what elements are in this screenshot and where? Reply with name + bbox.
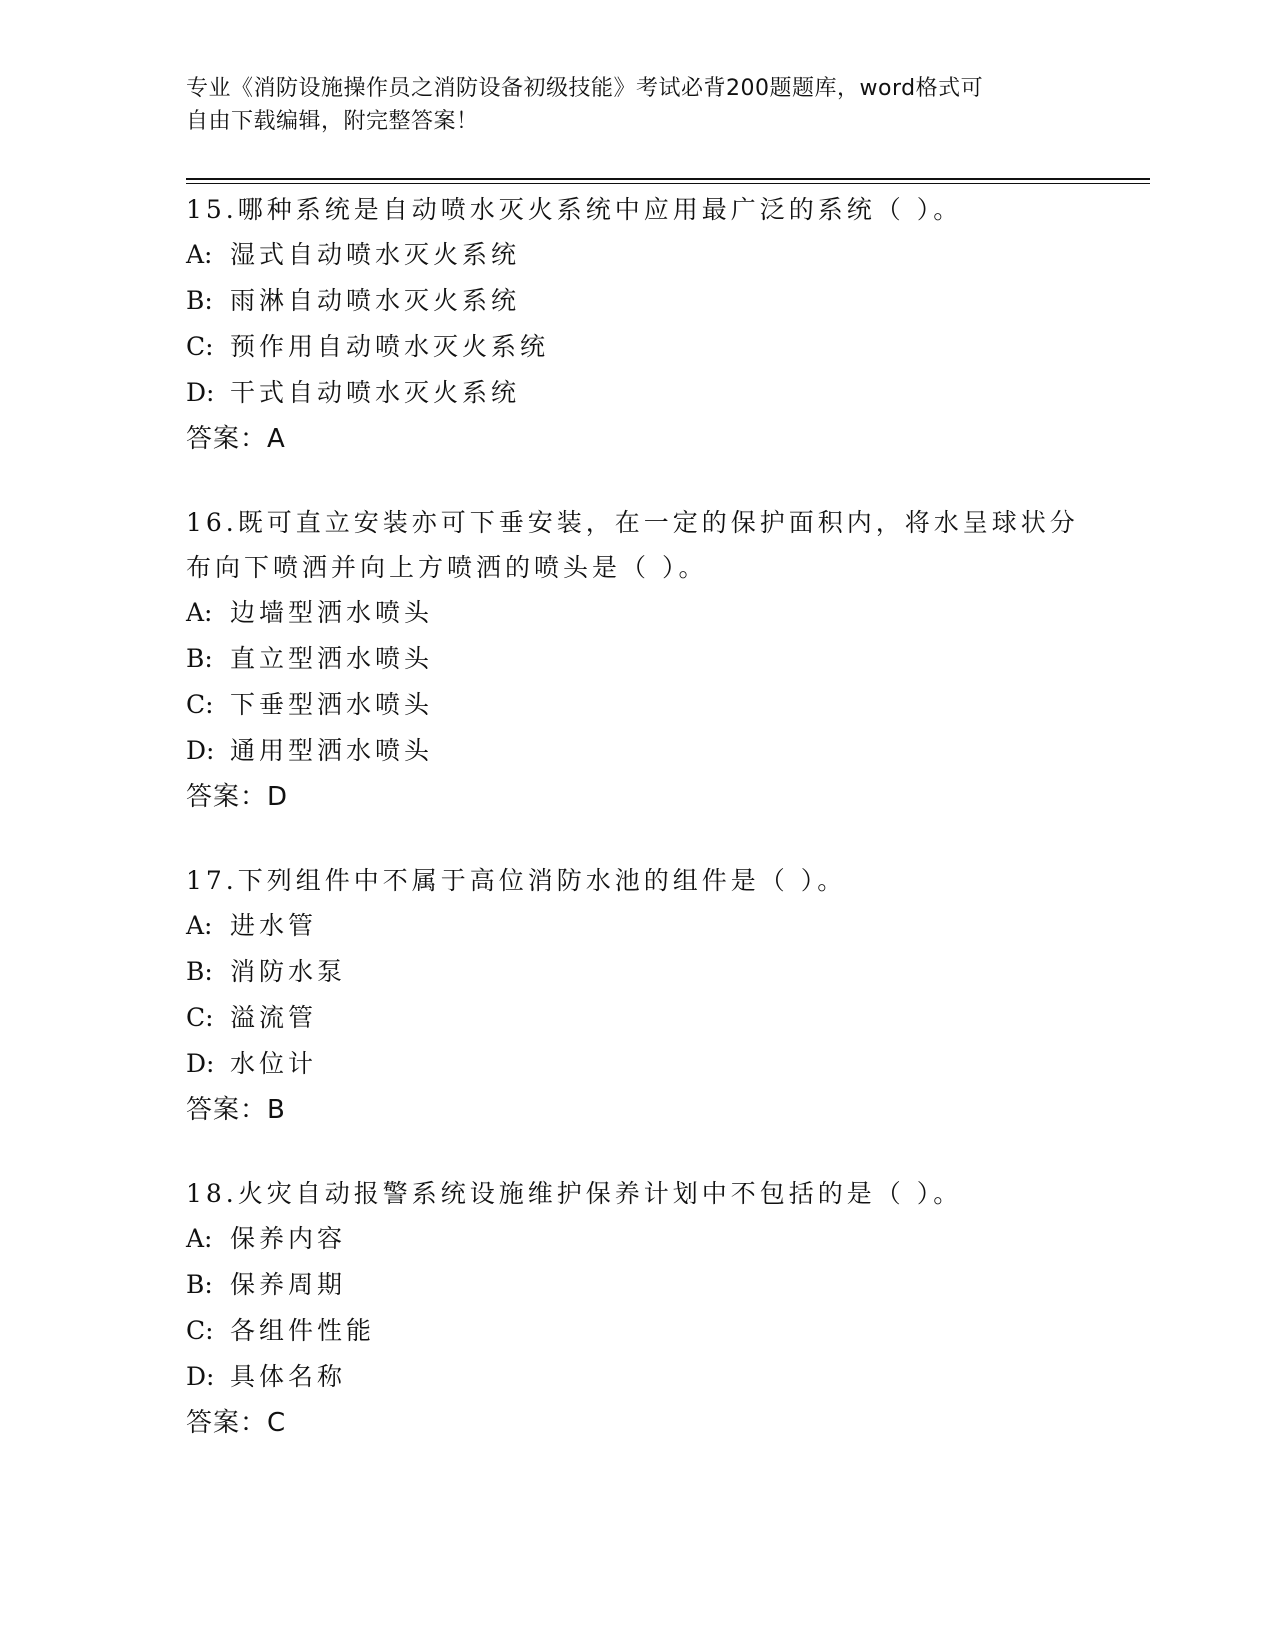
option-key: A: xyxy=(186,911,213,940)
option-a xyxy=(186,232,1086,278)
option-a xyxy=(186,1216,1086,1262)
answer-line: 答案：B xyxy=(186,1095,286,1125)
option-text: 水位计 xyxy=(230,1049,318,1078)
option-key: D: xyxy=(186,378,215,407)
option-text: 各组件性能 xyxy=(230,1316,376,1345)
question-15 xyxy=(186,187,1086,462)
answer-line: 答案：A xyxy=(186,424,286,454)
option-text: 消防水泵 xyxy=(230,957,347,986)
option-key: C: xyxy=(186,1003,214,1032)
option-key: A: xyxy=(186,598,213,627)
option-text: 下垂型洒水喷头 xyxy=(230,690,434,719)
question-stem: 17.下列组件中不属于高位消防水池的组件是（ ）。 xyxy=(186,866,847,895)
option-key: B: xyxy=(186,286,213,315)
question-18 xyxy=(186,1171,1086,1446)
option-key: D: xyxy=(186,1049,215,1078)
document-header xyxy=(186,72,1086,138)
option-text: 湿式自动喷水灭火系统 xyxy=(230,240,521,269)
header-line-2: 自由下载编辑，附完整答案！ xyxy=(186,109,479,134)
question-16 xyxy=(186,500,1086,820)
option-key: B: xyxy=(186,957,213,986)
option-d xyxy=(186,728,1086,774)
option-b xyxy=(186,636,1086,682)
option-text: 溢流管 xyxy=(230,1003,318,1032)
option-c xyxy=(186,324,1086,370)
option-key: C: xyxy=(186,332,214,361)
option-text: 预作用自动喷水灭火系统 xyxy=(230,332,550,361)
option-key: D: xyxy=(186,736,215,765)
option-key: C: xyxy=(186,1316,214,1345)
option-key: A: xyxy=(186,240,213,269)
option-d xyxy=(186,1354,1086,1400)
option-c xyxy=(186,682,1086,728)
option-b xyxy=(186,1262,1086,1308)
question-list xyxy=(186,187,1086,1484)
option-text: 具体名称 xyxy=(230,1362,347,1391)
option-text: 直立型洒水喷头 xyxy=(230,644,434,673)
answer-line: 答案：D xyxy=(186,782,289,812)
header-divider-thick xyxy=(186,178,1150,180)
option-text: 保养周期 xyxy=(230,1270,347,1299)
option-b xyxy=(186,278,1086,324)
option-d xyxy=(186,370,1086,416)
option-text: 边墙型洒水喷头 xyxy=(230,598,434,627)
option-text: 雨淋自动喷水灭火系统 xyxy=(230,286,521,315)
option-key: D: xyxy=(186,1362,215,1391)
option-d xyxy=(186,1041,1086,1087)
option-key: C: xyxy=(186,690,214,719)
option-a xyxy=(186,590,1086,636)
header-line-1: 专业《消防设施操作员之消防设备初级技能》考试必背200题题库，word格式可 xyxy=(186,76,984,101)
option-b xyxy=(186,949,1086,995)
option-c xyxy=(186,1308,1086,1354)
option-key: B: xyxy=(186,1270,213,1299)
option-c xyxy=(186,995,1086,1041)
option-key: A: xyxy=(186,1224,213,1253)
header-divider-thin xyxy=(186,183,1150,184)
option-text: 干式自动喷水灭火系统 xyxy=(230,378,521,407)
option-text: 保养内容 xyxy=(230,1224,347,1253)
question-stem: 16.既可直立安装亦可下垂安装，在一定的保护面积内，将水呈球状分布向下喷洒并向上方喷洒的喷头是（ ）。 xyxy=(186,508,1079,582)
question-stem: 18.火灾自动报警系统设施维护保养计划中不包括的是（ ）。 xyxy=(186,1179,963,1208)
option-text: 通用型洒水喷头 xyxy=(230,736,434,765)
option-key: B: xyxy=(186,644,213,673)
question-stem: 15.哪种系统是自动喷水灭火系统中应用最广泛的系统（ ）。 xyxy=(186,195,963,224)
option-text: 进水管 xyxy=(230,911,318,940)
question-17 xyxy=(186,858,1086,1133)
answer-line: 答案：C xyxy=(186,1408,287,1438)
option-a xyxy=(186,903,1086,949)
